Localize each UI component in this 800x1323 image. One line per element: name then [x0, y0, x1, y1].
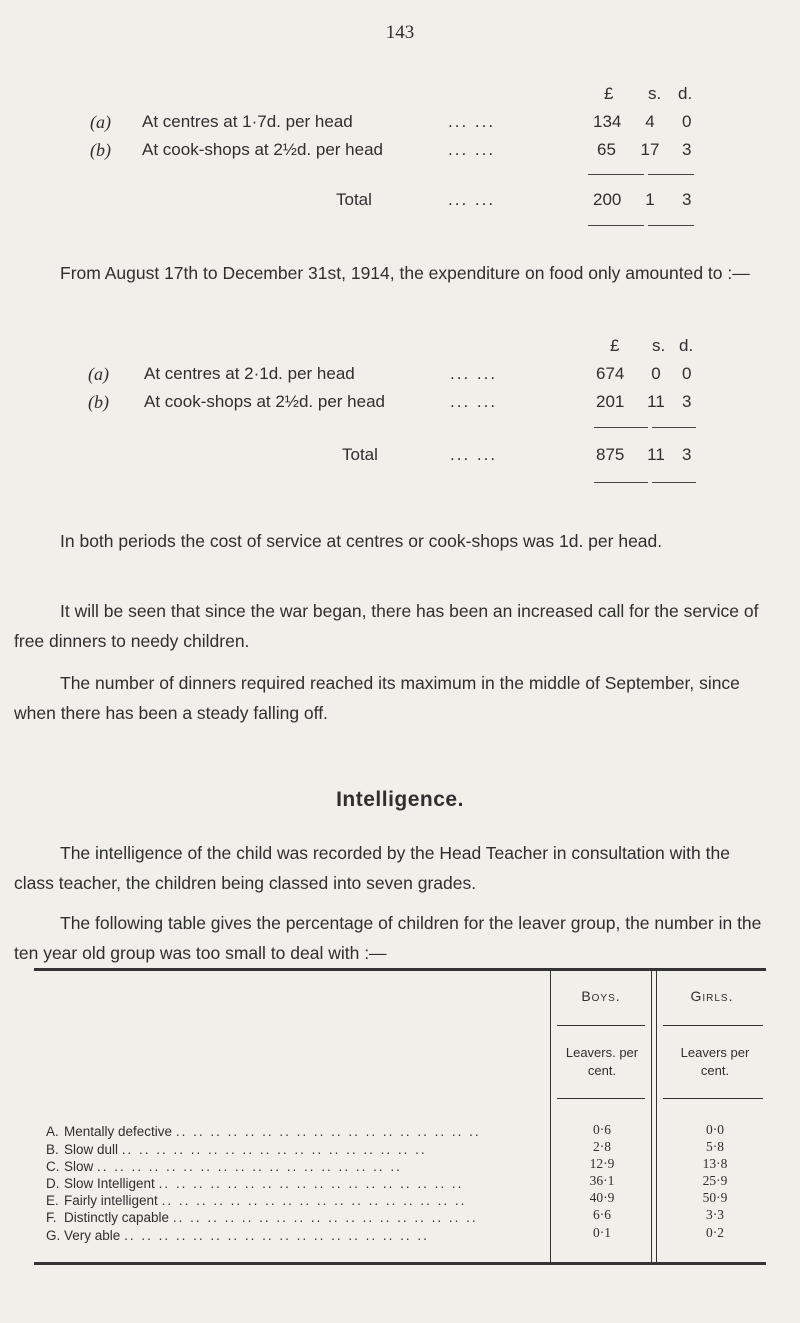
header-rule	[663, 1098, 763, 1099]
leader-dots: .. .. .. .. .. .. .. .. .. .. .. .. .. .. .. .. .. ..	[97, 1159, 402, 1174]
grade-label	[64, 1159, 546, 1174]
leader-dots: .. .. .. .. .. .. .. .. .. .. .. .. .. .. .. .. .. ..	[172, 1210, 478, 1225]
header-rule	[557, 1025, 645, 1026]
pence-header: d.	[679, 336, 694, 355]
total-label: Total	[336, 190, 372, 209]
column-divider	[656, 971, 657, 1262]
girls-value: 3·3	[706, 1207, 724, 1222]
leader-dots: .. .. .. .. .. .. .. .. .. .. .. .. .. .. .. .. .. ..	[158, 1176, 464, 1191]
boys-value: 12·9	[589, 1156, 615, 1171]
subtotal-rule	[648, 174, 694, 175]
boys-value: 2·8	[593, 1139, 611, 1154]
pounds-header: £	[610, 336, 620, 355]
grade-label	[64, 1124, 546, 1139]
section-heading: Intelligence.	[336, 788, 464, 811]
total-pounds: 200	[593, 190, 622, 209]
grade-label-text: Mentally defective	[64, 1124, 173, 1139]
total-pence: 3	[682, 445, 692, 464]
para-dinners: The number of dinners required reached its maximum in the middle of September, since when there has been a steady falling off.	[14, 673, 740, 723]
boys-value: 36·1	[589, 1173, 615, 1188]
row-shillings: 4	[645, 112, 655, 131]
pence-header: d.	[678, 84, 693, 103]
total-rule	[588, 225, 644, 226]
total-label: Total	[342, 445, 378, 464]
grade-label-text: Very able	[64, 1228, 121, 1243]
para-cost: In both periods the cost of service at centres or cook-shops was 1d. per head.	[60, 531, 663, 551]
row-label: (b)	[90, 140, 111, 160]
shillings-header: s.	[648, 84, 662, 103]
total-rule	[648, 225, 694, 226]
row-pence: 0	[682, 364, 692, 383]
grade-letter: B.	[46, 1142, 59, 1157]
column-divider	[550, 971, 551, 1262]
row-shillings: 11	[647, 392, 665, 411]
row-dots: ... ...	[448, 140, 496, 159]
girls-column-header: Girls.	[690, 988, 734, 1004]
grade-label	[64, 1142, 546, 1157]
total-rule	[652, 482, 696, 483]
total-shillings: 11	[647, 445, 665, 464]
total-dots: ... ...	[450, 445, 498, 464]
row-pence: 0	[682, 112, 692, 131]
total-pounds: 875	[596, 445, 625, 464]
total-shillings: 1	[645, 190, 655, 209]
grade-label-text: Slow dull	[64, 1142, 119, 1157]
page-number: 143	[385, 22, 415, 43]
table-bottom-rule	[34, 1262, 766, 1265]
girls-value: 0·2	[706, 1225, 724, 1240]
row-label: (b)	[88, 392, 109, 412]
row-text: At centres at 2·1d. per head	[144, 364, 355, 383]
grade-label	[64, 1176, 546, 1191]
row-dots: ... ...	[448, 112, 496, 131]
girls-value: 5·8	[706, 1139, 724, 1154]
grade-letter: E.	[46, 1193, 59, 1208]
girls-value: 25·9	[702, 1173, 728, 1188]
grade-letter: A.	[46, 1124, 59, 1139]
grade-letter: D.	[46, 1176, 60, 1191]
row-text: At centres at 1·7d. per head	[142, 112, 353, 131]
boys-subheader: Leavers. per cent.	[565, 1045, 639, 1078]
subtotal-rule	[652, 427, 696, 428]
column-divider	[651, 971, 652, 1262]
boys-value: 0·1	[593, 1225, 611, 1240]
row-label: (a)	[88, 364, 109, 384]
grade-label-text: Slow	[64, 1159, 94, 1174]
row-text: At cook-shops at 2½d. per head	[142, 140, 383, 159]
boys-value: 6·6	[593, 1207, 611, 1222]
para-table-intro: The following table gives the percentage of children for the leaver group, the number in the ten year old group was too small to deal with :—	[14, 913, 762, 963]
para-war: It will be seen that since the war began, there has been an increased call for the service of free dinners to needy children.	[14, 601, 759, 651]
grade-label	[64, 1193, 546, 1208]
leader-dots: .. .. .. .. .. .. .. .. .. .. .. .. .. .. .. .. .. ..	[161, 1193, 467, 1208]
row-pounds: 134	[593, 112, 622, 131]
row-pounds: 201	[596, 392, 625, 411]
girls-value: 13·8	[702, 1156, 728, 1171]
grade-label	[64, 1228, 546, 1243]
total-rule	[594, 482, 648, 483]
row-pence: 3	[682, 140, 692, 159]
row-pence: 3	[682, 392, 692, 411]
subtotal-rule	[594, 427, 648, 428]
para-food-only: From August 17th to December 31st, 1914, the expenditure on food only amounted to :—	[60, 263, 750, 283]
grade-letter: G.	[46, 1228, 61, 1243]
header-rule	[663, 1025, 763, 1026]
grade-letter: F.	[46, 1210, 57, 1225]
leader-dots: .. .. .. .. .. .. .. .. .. .. .. .. .. .. .. .. .. ..	[124, 1228, 429, 1243]
grade-label-text: Distinctly capable	[64, 1210, 170, 1225]
boys-value: 0·6	[593, 1122, 611, 1137]
girls-subheader: Leavers per cent.	[680, 1045, 750, 1078]
girls-value: 50·9	[702, 1190, 728, 1205]
total-pence: 3	[682, 190, 692, 209]
girls-value: 0·0	[706, 1122, 724, 1137]
grade-label	[64, 1210, 546, 1225]
shillings-header: s.	[652, 336, 666, 355]
row-pounds: 65	[597, 140, 616, 159]
leader-dots: .. .. .. .. .. .. .. .. .. .. .. .. .. .. .. .. .. ..	[121, 1142, 427, 1157]
row-dots: ... ...	[450, 392, 498, 411]
boys-column-header: Boys.	[581, 988, 621, 1004]
para-intelligence: The intelligence of the child was recorded by the Head Teacher in consultation with the class teacher, the children being classed into seven grades.	[14, 843, 730, 893]
grade-letter: C.	[46, 1159, 60, 1174]
leader-dots: .. .. .. .. .. .. .. .. .. .. .. .. .. .. .. .. .. ..	[175, 1124, 481, 1139]
row-dots: ... ...	[450, 364, 498, 383]
row-shillings: 0	[651, 364, 661, 383]
header-rule	[557, 1098, 645, 1099]
row-shillings: 17	[640, 140, 660, 159]
row-text: At cook-shops at 2½d. per head	[144, 392, 385, 411]
pounds-header: £	[604, 84, 614, 103]
row-pounds: 674	[596, 364, 625, 383]
subtotal-rule	[588, 174, 644, 175]
boys-value: 40·9	[589, 1190, 615, 1205]
grade-label-text: Slow Intelligent	[64, 1176, 155, 1191]
total-dots: ... ...	[448, 190, 496, 209]
row-label: (a)	[90, 112, 111, 132]
grade-label-text: Fairly intelligent	[64, 1193, 158, 1208]
